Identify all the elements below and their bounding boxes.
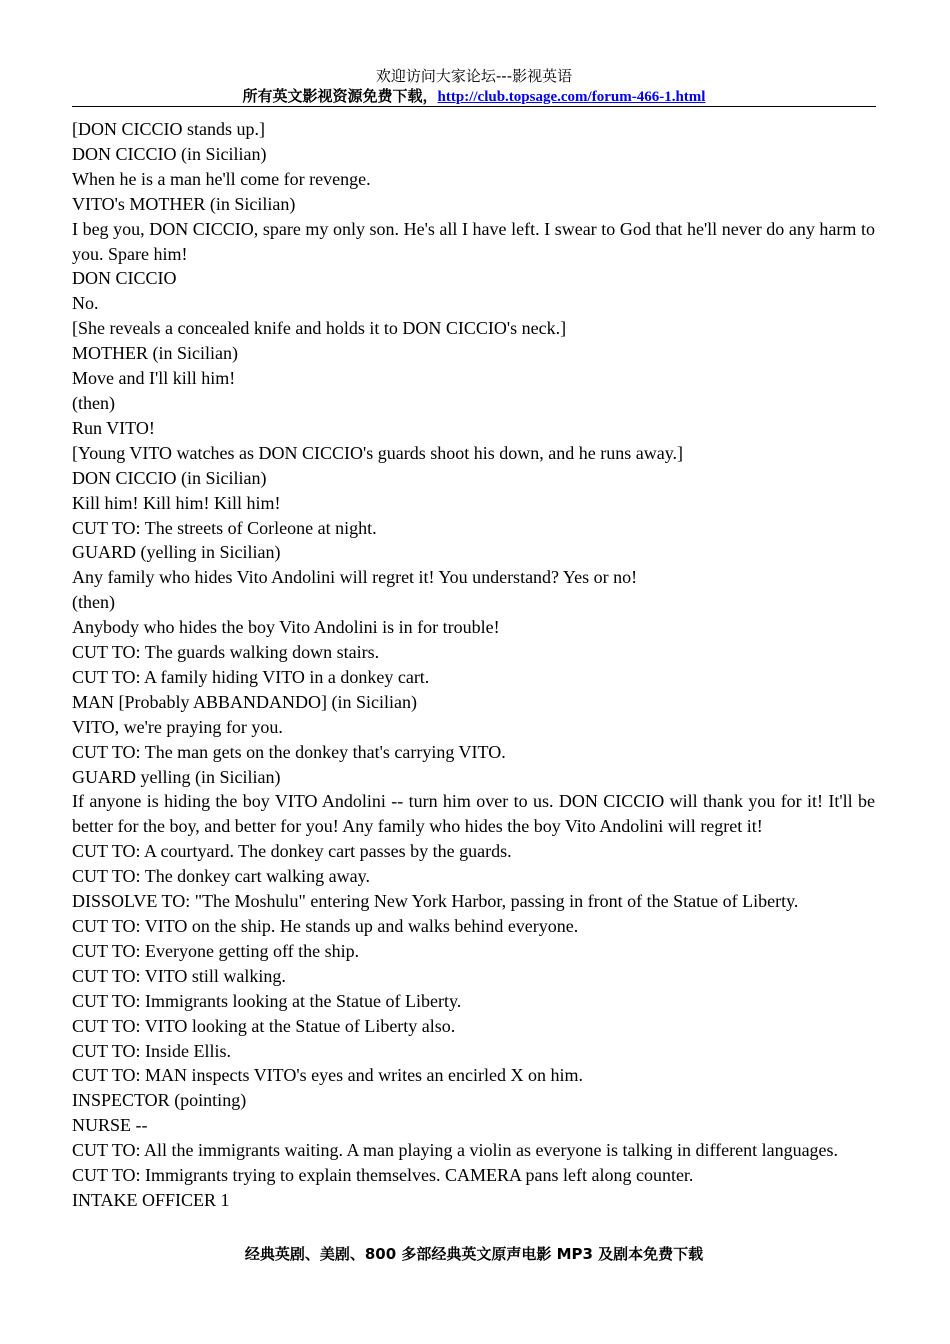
script-line: Move and I'll kill him!	[72, 368, 236, 389]
script-line: Run VITO!	[72, 417, 155, 438]
forum-link[interactable]: http://club.topsage.com/forum-466-1.html	[437, 89, 706, 105]
script-line: No.	[72, 293, 99, 314]
script-line: [Young VITO watches as DON CICCIO's guards shoot his down, and he runs away.]	[72, 442, 684, 463]
script-line: MOTHER (in Sicilian)	[72, 343, 238, 364]
script-line: CUT TO: MAN inspects VITO's eyes and writes an encirled X on him.	[72, 1065, 584, 1086]
script-line: If anyone is hiding the boy VITO Andolini -- turn him over to us. DON CICCIO will thank you for it! It'll be better for the boy, and better for you! Any family who hides the boy Vito Andolini will regret it!	[72, 791, 875, 837]
script-line: CUT TO: Inside Ellis.	[72, 1040, 232, 1061]
script-line: (then)	[72, 392, 115, 413]
script-line: CUT TO: The donkey cart walking away.	[72, 866, 370, 887]
header-welcome-line: 欢迎访问大家论坛---影视英语	[375, 67, 573, 85]
header-download-line	[72, 86, 876, 107]
script-line: MAN [Probably ABBANDANDO] (in Sicilian)	[72, 691, 417, 712]
script-line: CUT TO: Immigrants trying to explain themselves. CAMERA pans left along counter.	[72, 1165, 694, 1186]
script-line: (then)	[72, 592, 115, 613]
script-line: Kill him! Kill him! Kill him!	[72, 492, 281, 513]
script-line: [She reveals a concealed knife and holds it to DON CICCIO's neck.]	[72, 318, 567, 339]
header-divider	[72, 106, 876, 107]
script-line: CUT TO: VITO still walking.	[72, 965, 286, 986]
script-line: CUT TO: The streets of Corleone at night.	[72, 517, 377, 538]
script-line: When he is a man he'll come for revenge.	[72, 168, 371, 189]
script-line: CUT TO: The man gets on the donkey that's carrying VITO.	[72, 741, 506, 762]
script-line: CUT TO: Everyone getting off the ship.	[72, 940, 360, 961]
script-line: CUT TO: VITO looking at the Statue of Liberty also.	[72, 1015, 456, 1036]
script-line: CUT TO: A family hiding VITO in a donkey cart.	[72, 666, 430, 687]
script-line: CUT TO: VITO on the ship. He stands up and walks behind everyone.	[72, 916, 579, 936]
header-download-prefix: 所有英文影视资源免费下载，	[242, 87, 438, 105]
script-line: DON CICCIO (in Sicilian)	[72, 467, 267, 488]
script-body	[72, 117, 875, 1213]
script-line: Anybody who hides the boy Vito Andolini is in for trouble!	[72, 617, 500, 638]
script-line: CUT TO: A courtyard. The donkey cart passes by the guards.	[72, 841, 512, 862]
script-line: NURSE --	[72, 1115, 148, 1136]
script-line: CUT TO: The guards walking down stairs.	[72, 642, 380, 663]
script-line: INSPECTOR (pointing)	[72, 1090, 247, 1111]
script-line: Any family who hides Vito Andolini will regret it! You understand? Yes or no!	[72, 567, 638, 588]
script-line: CUT TO: Immigrants looking at the Statue of Liberty.	[72, 990, 462, 1011]
script-line: VITO, we're praying for you.	[72, 716, 283, 737]
script-line: CUT TO: All the immigrants waiting. A man playing a violin as everyone is talking in different languages.	[72, 1140, 839, 1161]
script-line: DON CICCIO	[72, 268, 177, 289]
script-line: GUARD (yelling in Sicilian)	[72, 542, 281, 563]
script-line: DISSOLVE TO: "The Moshulu" entering New York Harbor, passing in front of the Statue of Liberty.	[72, 891, 799, 912]
script-line: VITO's MOTHER (in Sicilian)	[72, 193, 296, 214]
script-line: GUARD yelling (in Sicilian)	[72, 766, 281, 787]
script-line: DON CICCIO (in Sicilian)	[72, 143, 267, 164]
page-header	[72, 66, 876, 107]
page-footer: 经典英剧、美剧、800 多部经典英文原声电影 MP3 及剧本免费下载	[244, 1245, 704, 1263]
script-line: I beg you, DON CICCIO, spare my only son. He's all I have left. I swear to God that he'll never do any harm to you. Spare him!	[72, 218, 875, 264]
script-line: INTAKE OFFICER 1	[72, 1189, 230, 1210]
script-line: [DON CICCIO stands up.]	[72, 119, 265, 139]
